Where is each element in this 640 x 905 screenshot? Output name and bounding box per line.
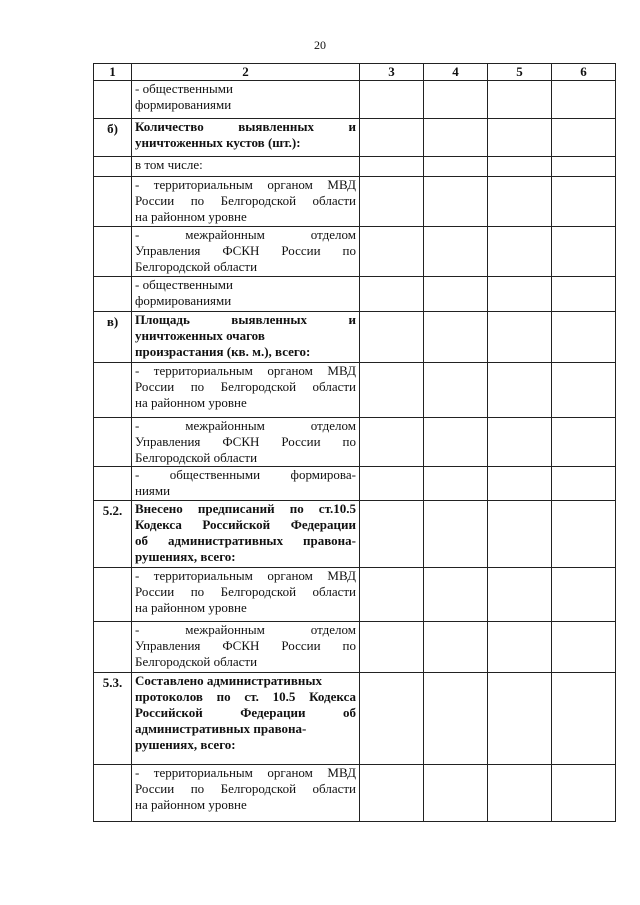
value-cell	[488, 765, 552, 822]
value-cell	[552, 467, 616, 501]
value-cell	[488, 467, 552, 501]
description-line: Белгородской области	[135, 450, 258, 465]
description-line: Белгородской области	[135, 654, 258, 669]
description-line: ниями	[135, 483, 171, 498]
value-cell	[424, 622, 488, 673]
description-line: об административных правона-	[135, 533, 356, 548]
description-line: - территориальным органом МВД	[135, 363, 356, 378]
value-cell	[360, 119, 424, 157]
value-cell	[488, 312, 552, 363]
table-row	[94, 765, 616, 822]
value-cell	[552, 119, 616, 157]
row-number	[94, 157, 132, 177]
row-number: 5.2.	[94, 501, 132, 568]
description-line: - территориальным органом МВД	[135, 568, 356, 583]
column-header: 3	[360, 64, 424, 81]
table-row	[94, 418, 616, 467]
table-row	[94, 312, 616, 363]
description-line: - межрайонным отделом	[135, 418, 356, 433]
value-cell	[552, 277, 616, 312]
value-cell	[360, 177, 424, 227]
value-cell	[488, 418, 552, 467]
description-line: - межрайонным отделом	[135, 227, 356, 242]
description-line: на районном уровне	[135, 600, 247, 615]
value-cell	[552, 81, 616, 119]
value-cell	[552, 673, 616, 765]
description-line: Внесено предписаний по ст.10.5	[135, 501, 356, 516]
description-line: уничтоженных кустов (шт.):	[135, 135, 301, 150]
description-line: в том числе:	[135, 157, 203, 172]
value-cell	[552, 157, 616, 177]
row-description	[132, 622, 360, 673]
value-cell	[360, 363, 424, 418]
value-cell	[424, 467, 488, 501]
description-line: - общественными формирова-	[135, 467, 356, 482]
value-cell	[360, 227, 424, 277]
table-row	[94, 227, 616, 277]
value-cell	[360, 568, 424, 622]
table-row	[94, 81, 616, 119]
value-cell	[424, 568, 488, 622]
row-number	[94, 227, 132, 277]
row-number: б)	[94, 119, 132, 157]
row-description	[132, 418, 360, 467]
value-cell	[488, 119, 552, 157]
column-header: 5	[488, 64, 552, 81]
row-description	[132, 673, 360, 765]
page-number: 20	[314, 38, 326, 52]
value-cell	[552, 568, 616, 622]
row-description	[132, 568, 360, 622]
table-row	[94, 568, 616, 622]
row-number	[94, 467, 132, 501]
value-cell	[360, 312, 424, 363]
row-number	[94, 363, 132, 418]
row-description	[132, 227, 360, 277]
description-line: административных правона-	[135, 721, 307, 736]
row-number	[94, 622, 132, 673]
description-line: - общественными	[135, 277, 233, 292]
description-line: России по Белгородской области	[135, 379, 356, 394]
row-number: 5.3.	[94, 673, 132, 765]
column-header: 4	[424, 64, 488, 81]
description-line: на районном уровне	[135, 395, 247, 410]
description-line: Количество выявленных и	[135, 119, 356, 134]
value-cell	[488, 81, 552, 119]
description-line: - межрайонным отделом	[135, 622, 356, 637]
value-cell	[360, 157, 424, 177]
table-header-row	[94, 64, 616, 81]
value-cell	[552, 418, 616, 467]
value-cell	[424, 227, 488, 277]
value-cell	[424, 673, 488, 765]
value-cell	[488, 568, 552, 622]
value-cell	[552, 177, 616, 227]
description-line: Площадь выявленных и	[135, 312, 356, 327]
value-cell	[552, 227, 616, 277]
value-cell	[488, 622, 552, 673]
value-cell	[488, 363, 552, 418]
value-cell	[360, 81, 424, 119]
value-cell	[488, 673, 552, 765]
description-line: России по Белгородской области	[135, 584, 356, 599]
value-cell	[488, 501, 552, 568]
row-description	[132, 467, 360, 501]
value-cell	[552, 363, 616, 418]
description-line: России по Белгородской области	[135, 193, 356, 208]
row-description	[132, 765, 360, 822]
description-line: - территориальным органом МВД	[135, 177, 356, 192]
description-line: протоколов по ст. 10.5 Кодекса	[135, 689, 356, 704]
value-cell	[552, 622, 616, 673]
row-number	[94, 81, 132, 119]
value-cell	[488, 227, 552, 277]
description-line: Управления ФСКН России по	[135, 243, 356, 258]
table-row	[94, 277, 616, 312]
report-table	[93, 63, 616, 822]
value-cell	[424, 277, 488, 312]
description-line: России по Белгородской области	[135, 781, 356, 796]
row-description	[132, 81, 360, 119]
value-cell	[552, 312, 616, 363]
table-row	[94, 673, 616, 765]
description-line: рушениях, всего:	[135, 549, 236, 564]
description-line: Кодекса Российской Федерации	[135, 517, 356, 532]
value-cell	[488, 177, 552, 227]
value-cell	[424, 363, 488, 418]
column-header: 6	[552, 64, 616, 81]
description-line: Российской Федерации об	[135, 705, 356, 720]
description-line: - территориальным органом МВД	[135, 765, 356, 780]
value-cell	[424, 765, 488, 822]
value-cell	[488, 157, 552, 177]
value-cell	[552, 501, 616, 568]
row-number	[94, 177, 132, 227]
description-line: произрастания (кв. м.), всего:	[135, 344, 311, 359]
row-description	[132, 277, 360, 312]
value-cell	[424, 418, 488, 467]
table-row	[94, 467, 616, 501]
description-line: Составлено административных	[135, 673, 323, 688]
column-header: 2	[132, 64, 360, 81]
row-description	[132, 312, 360, 363]
value-cell	[424, 157, 488, 177]
table-row	[94, 501, 616, 568]
value-cell	[424, 81, 488, 119]
row-description	[132, 363, 360, 418]
table-row	[94, 622, 616, 673]
table-row	[94, 119, 616, 157]
value-cell	[360, 277, 424, 312]
description-line: формированиями	[135, 97, 232, 112]
value-cell	[424, 119, 488, 157]
value-cell	[360, 467, 424, 501]
row-number	[94, 277, 132, 312]
column-header: 1	[94, 64, 132, 81]
value-cell	[424, 177, 488, 227]
description-line: рушениях, всего:	[135, 737, 236, 752]
table-row	[94, 177, 616, 227]
value-cell	[360, 501, 424, 568]
description-line: - общественными	[135, 81, 233, 96]
row-description	[132, 157, 360, 177]
value-cell	[424, 312, 488, 363]
table-row	[94, 363, 616, 418]
description-line: формированиями	[135, 293, 232, 308]
value-cell	[552, 765, 616, 822]
value-cell	[360, 622, 424, 673]
value-cell	[360, 673, 424, 765]
value-cell	[424, 501, 488, 568]
value-cell	[360, 765, 424, 822]
value-cell	[360, 418, 424, 467]
row-description	[132, 177, 360, 227]
description-line: Белгородской области	[135, 259, 258, 274]
row-number	[94, 765, 132, 822]
description-line: Управления ФСКН России по	[135, 638, 356, 653]
description-line: Управления ФСКН России по	[135, 434, 356, 449]
row-description	[132, 501, 360, 568]
row-description	[132, 119, 360, 157]
row-number	[94, 568, 132, 622]
description-line: на районном уровне	[135, 209, 247, 224]
description-line: на районном уровне	[135, 797, 247, 812]
table-row	[94, 157, 616, 177]
value-cell	[488, 277, 552, 312]
row-number: в)	[94, 312, 132, 363]
description-line: уничтоженных очагов	[135, 328, 265, 343]
row-number	[94, 418, 132, 467]
